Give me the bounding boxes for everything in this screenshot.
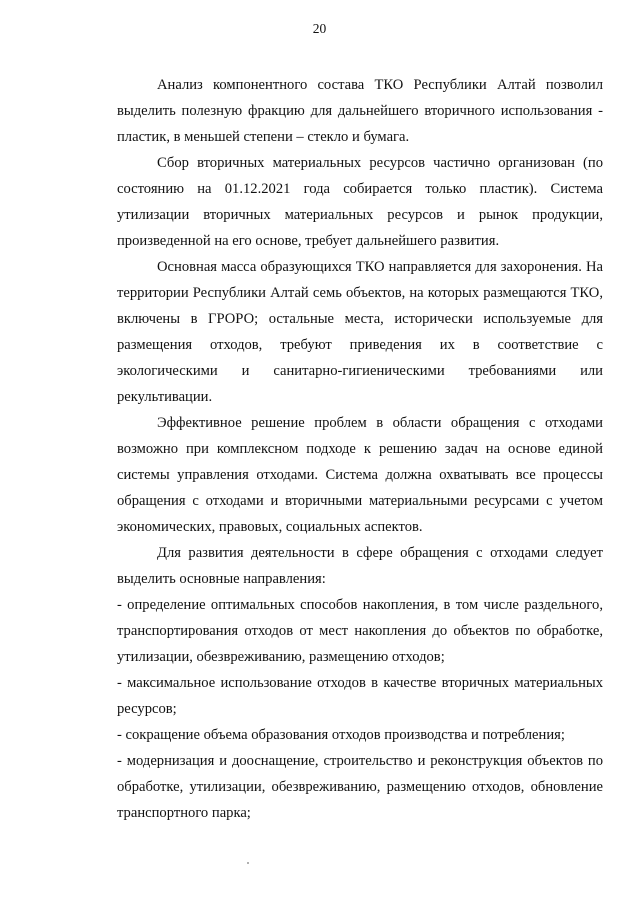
list-item-modernization: - модернизация и дооснащение, строительство и реконструкция объектов по обработке, утилизации, обезвреживанию, размещению отходов, обновление транспортного парка; — [117, 753, 604, 821]
document-body — [117, 72, 603, 826]
paragraph-secondary-collection: Сбор вторичных материальных ресурсов частично организован (по состоянию на 01.12.2021 года собирается только пластик). Система утилизации вторичных материальных ресурсов и рынок продукции, произведенной на его основе, требует дальнейшего развития. — [117, 155, 603, 249]
list-item-accumulation-methods: - определение оптимальных способов накопления, в том числе раздельного, транспортирования отходов от мест накопления до объектов по обработке, утилизации, обезвреживанию, размещению отходов; — [117, 597, 604, 665]
scan-speck — [247, 862, 249, 864]
paragraph-waste-management-system: Эффективное решение проблем в области обращения с отходами возможно при комплексном подходе к решению задач на основе единой системы управления отходами. Система должна охватывать все процессы обращения с отходами и вторичными материальными ресурсами с учетом экономических, правовых, социальных аспектов. — [117, 415, 603, 535]
paragraph-landfill-disposal: Основная масса образующихся ТКО направляется для захоронения. На территории Республики Алтай семь объектов, на которых размещаются ТКО, включены в ГРОРО; остальные места, исторически используемые для размещения отходов, требуют приведения их в соответствие с экологическими и санитарно-гигиеническими требованиями или рекультивации. — [117, 259, 603, 405]
page-number: 20 — [312, 21, 327, 36]
list-item-secondary-resources: - максимальное использование отходов в качестве вторичных материальных ресурсов; — [117, 675, 603, 717]
paragraph-development-directions: Для развития деятельности в сфере обращения с отходами следует выделить основные направления: — [117, 545, 603, 587]
list-item-waste-reduction: - сокращение объема образования отходов производства и потребления; — [117, 727, 565, 743]
paragraph-waste-composition: Анализ компонентного состава ТКО Республики Алтай позволил выделить полезную фракцию для дальнейшего вторичного использования - пластик, в меньшей степени – стекло и бумага. — [117, 77, 603, 145]
